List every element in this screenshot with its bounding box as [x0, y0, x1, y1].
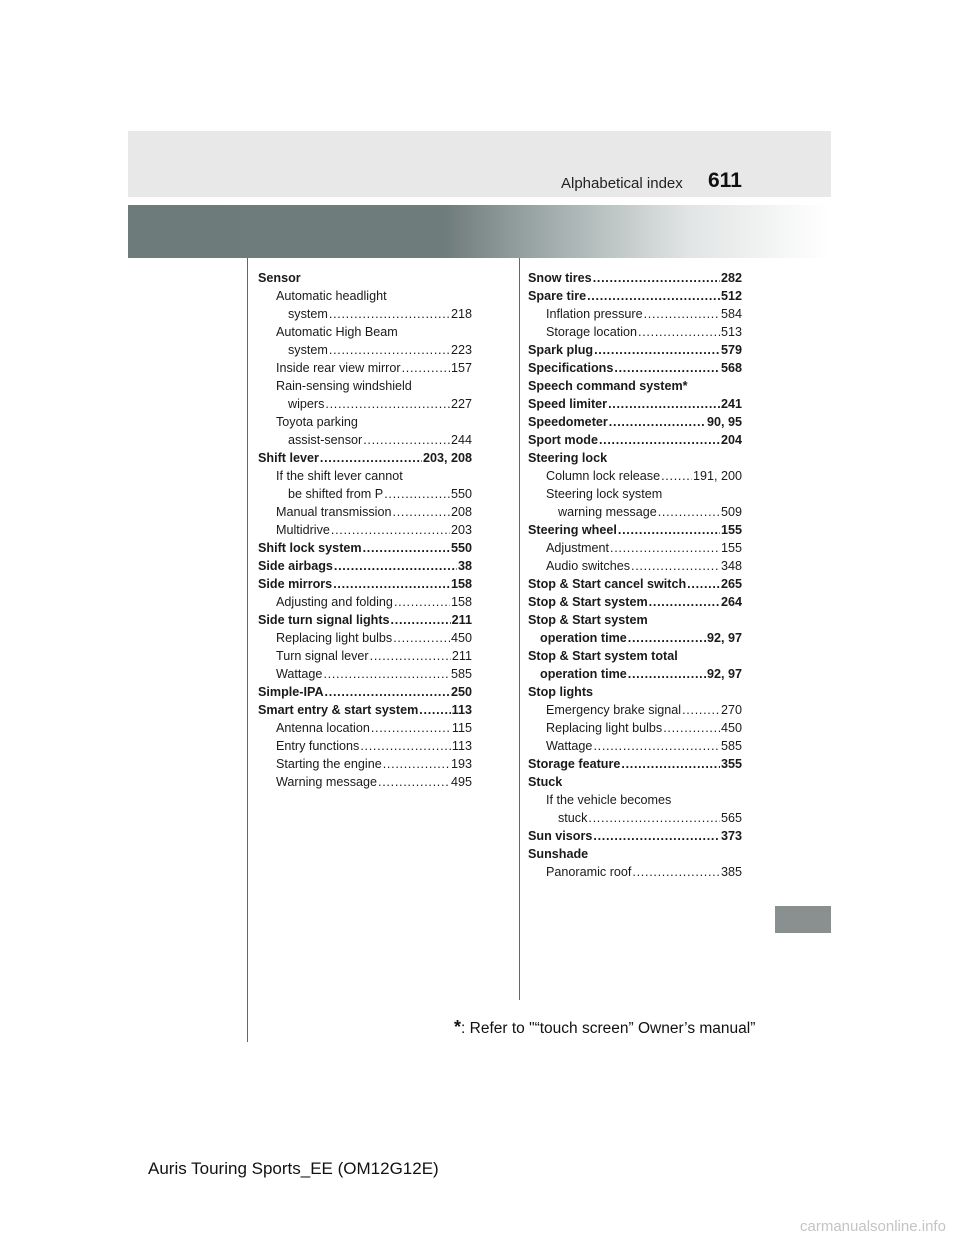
entry-label: be shifted from P: [288, 487, 384, 501]
index-entry: [528, 395, 742, 413]
index-entry: [258, 629, 472, 647]
footer-model-text: Auris Touring Sports_EE (OM12G12E): [148, 1159, 439, 1178]
index-entry: [258, 683, 472, 701]
entry-label: Wattage: [276, 667, 323, 681]
entry-label: operation time: [540, 667, 627, 681]
entry-page: 113: [451, 703, 472, 717]
leader-dots: [331, 521, 450, 539]
index-entry: [258, 647, 472, 665]
entry-page: 348: [720, 559, 742, 573]
index-entry: [528, 305, 742, 323]
leader-dots: [378, 773, 450, 791]
index-entry: [258, 305, 472, 323]
entry-page: 450: [450, 631, 472, 645]
entry-page: 585: [720, 739, 742, 753]
entry-label: Inside rear view mirror: [276, 361, 401, 375]
leader-dots: [394, 593, 450, 611]
leader-dots: [363, 431, 450, 449]
index-subheading: Steering lock system: [546, 487, 663, 501]
index-heading: Stop & Start system total: [528, 649, 678, 663]
entry-page: 509: [720, 505, 742, 519]
index-entry: [528, 629, 742, 647]
entry-page: 115: [451, 721, 472, 735]
leader-dots: [632, 863, 720, 881]
entry-label: Side mirrors: [258, 577, 333, 591]
section-title: Alphabetical index: [561, 175, 683, 192]
leader-dots: [649, 593, 720, 611]
index-entry: [528, 719, 742, 737]
leader-dots: [419, 701, 450, 719]
index-entry: [258, 485, 472, 503]
leader-dots: [621, 755, 720, 773]
entry-page: 585: [450, 667, 472, 681]
entry-page: 584: [720, 307, 742, 321]
leader-dots: [593, 737, 720, 755]
entry-page: 385: [720, 865, 742, 879]
index-entry: [528, 809, 742, 827]
leader-dots: [588, 809, 720, 827]
entry-page: 208: [450, 505, 472, 519]
entry-label: system: [288, 343, 328, 357]
index-entry: [258, 773, 472, 791]
leader-dots: [329, 305, 450, 323]
index-entry: [258, 359, 472, 377]
entry-label: Shift lever: [258, 451, 319, 465]
index-entry: [528, 521, 742, 539]
entry-label: Warning message: [276, 775, 378, 789]
index-subheading: Rain-sensing windshield: [276, 379, 412, 393]
entry-label: Storage feature: [528, 757, 621, 771]
index-heading: Sensor: [258, 271, 301, 285]
page-number: 611: [708, 169, 742, 192]
entry-label: Audio switches: [546, 559, 630, 573]
leader-dots: [593, 827, 720, 845]
leader-dots: [687, 575, 720, 593]
leader-dots: [391, 611, 451, 629]
leader-dots: [610, 539, 720, 557]
index-entry: [528, 359, 742, 377]
leader-dots: [631, 557, 720, 575]
index-heading: Stop lights: [528, 685, 594, 699]
leader-dots: [628, 629, 706, 647]
entry-label: system: [288, 307, 328, 321]
entry-label: Sun visors: [528, 829, 593, 843]
entry-page: 113: [451, 739, 472, 753]
leader-dots: [360, 737, 451, 755]
index-entry: [528, 665, 742, 683]
index-entry: [258, 539, 472, 557]
leader-dots: [599, 431, 720, 449]
index-entry: [258, 557, 472, 575]
entry-page: 92, 97: [706, 667, 742, 681]
leader-dots: [334, 557, 457, 575]
index-entry: [258, 701, 472, 719]
index-heading: Stuck: [528, 775, 563, 789]
leader-dots: [593, 269, 720, 287]
leader-dots: [614, 359, 720, 377]
leader-dots: [644, 305, 720, 323]
index-entry: [258, 719, 472, 737]
entry-page: 579: [720, 343, 742, 357]
entry-label: Steering wheel: [528, 523, 617, 537]
index-entry: [258, 575, 472, 593]
index-heading: Stop & Start system: [528, 613, 648, 627]
entry-page: 92, 97: [706, 631, 742, 645]
entry-label: Inflation pressure: [546, 307, 643, 321]
entry-page: 203, 208: [422, 451, 472, 465]
leader-dots: [587, 287, 720, 305]
index-entry: [528, 593, 742, 611]
index-entry: [258, 665, 472, 683]
entry-page: 550: [450, 487, 472, 501]
index-entry: [258, 593, 472, 611]
entry-label: Manual transmission: [276, 505, 392, 519]
entry-label: Antenna location: [276, 721, 370, 735]
entry-page: 282: [720, 271, 742, 285]
entry-page: 227: [450, 397, 472, 411]
entry-page: 450: [720, 721, 742, 735]
index-entry: [528, 575, 742, 593]
index-entry: [528, 323, 742, 341]
entry-label: Entry functions: [276, 739, 360, 753]
entry-label: Speedometer: [528, 415, 608, 429]
entry-label: Wattage: [546, 739, 593, 753]
header-gradient-bar: [128, 205, 831, 258]
entry-page: 565: [720, 811, 742, 825]
entry-label: Emergency brake signal: [546, 703, 682, 717]
leader-dots: [661, 467, 692, 485]
entry-page: 193: [450, 757, 472, 771]
leader-dots: [402, 359, 450, 377]
index-entry: [258, 611, 472, 629]
column-divider: [519, 258, 520, 1000]
entry-label: Spark plug: [528, 343, 594, 357]
entry-page: 223: [450, 343, 472, 357]
index-entry: [258, 755, 472, 773]
entry-page: 157: [450, 361, 472, 375]
entry-label: Adjusting and folding: [276, 595, 393, 609]
index-entry: [258, 521, 472, 539]
index-entry: [528, 557, 742, 575]
entry-page: 218: [450, 307, 472, 321]
entry-label: Sport mode: [528, 433, 598, 447]
index-entry: [258, 503, 472, 521]
entry-page: 204: [720, 433, 742, 447]
index-entry: [528, 755, 742, 773]
entry-page: 264: [720, 595, 742, 609]
leader-dots: [384, 485, 450, 503]
index-entry: [258, 449, 472, 467]
entry-page: 203: [450, 523, 472, 537]
leader-dots: [608, 395, 720, 413]
leader-dots: [658, 503, 720, 521]
index-entry: [528, 467, 742, 485]
entry-label: Side turn signal lights: [258, 613, 390, 627]
index-heading: Steering lock: [528, 451, 608, 465]
index-entry: [528, 863, 742, 881]
footnote-marker: *: [454, 1017, 462, 1037]
index-entry: [258, 341, 472, 359]
leader-dots: [393, 629, 450, 647]
entry-label: warning message: [558, 505, 657, 519]
index-subheading: Automatic High Beam: [276, 325, 398, 339]
leader-dots: [638, 323, 720, 341]
index-entry: [258, 737, 472, 755]
entry-page: 355: [720, 757, 742, 771]
entry-page: 550: [450, 541, 472, 555]
leader-dots: [682, 701, 720, 719]
entry-label: Replacing light bulbs: [546, 721, 663, 735]
entry-page: 512: [720, 289, 742, 303]
entry-page: 191, 200: [692, 469, 742, 483]
index-entry: [528, 413, 742, 431]
index-entry: [528, 503, 742, 521]
left-divider: [247, 258, 248, 1042]
leader-dots: [370, 647, 451, 665]
index-subheading: If the vehicle becomes: [546, 793, 672, 807]
leader-dots: [628, 665, 706, 683]
entry-page: 513: [720, 325, 742, 339]
index-entry: [528, 269, 742, 287]
entry-page: 211: [451, 649, 472, 663]
entry-page: 90, 95: [706, 415, 742, 429]
index-heading: Sunshade: [528, 847, 589, 861]
entry-label: Starting the engine: [276, 757, 382, 771]
entry-page: 270: [720, 703, 742, 717]
entry-label: Spare tire: [528, 289, 587, 303]
entry-label: Simple-IPA: [258, 685, 324, 699]
entry-page: 244: [450, 433, 472, 447]
entry-label: wipers: [288, 397, 325, 411]
right-index-column: [528, 269, 742, 881]
index-entry: [528, 431, 742, 449]
leader-dots: [325, 683, 450, 701]
entry-label: Smart entry & start system: [258, 703, 419, 717]
entry-page: 158: [450, 577, 472, 591]
index-entry: [528, 701, 742, 719]
entry-label: Stop & Start cancel switch: [528, 577, 687, 591]
entry-page: 158: [450, 595, 472, 609]
leader-dots: [320, 449, 422, 467]
entry-page: 250: [450, 685, 472, 699]
leader-dots: [383, 755, 450, 773]
index-entry: [528, 827, 742, 845]
leader-dots: [393, 503, 450, 521]
entry-label: Specifications: [528, 361, 614, 375]
index-entry: [258, 431, 472, 449]
leader-dots: [594, 341, 720, 359]
entry-label: assist-sensor: [288, 433, 363, 447]
entry-label: stuck: [558, 811, 588, 825]
entry-page: 495: [450, 775, 472, 789]
entry-label: Panoramic roof: [546, 865, 632, 879]
footnote: [454, 1017, 755, 1038]
entry-label: Storage location: [546, 325, 638, 339]
entry-page: 155: [720, 523, 742, 537]
left-index-column: [258, 269, 472, 791]
leader-dots: [323, 665, 450, 683]
entry-label: Side airbags: [258, 559, 333, 573]
index-subheading: Automatic headlight: [276, 289, 387, 303]
entry-page: 373: [720, 829, 742, 843]
index-entry: [528, 287, 742, 305]
entry-label: Snow tires: [528, 271, 592, 285]
index-subheading: If the shift lever cannot: [276, 469, 403, 483]
entry-label: operation time: [540, 631, 627, 645]
entry-page: 38: [457, 559, 472, 573]
leader-dots: [329, 341, 450, 359]
entry-label: Adjustment: [546, 541, 609, 555]
entry-page: 241: [720, 397, 742, 411]
entry-label: Column lock release: [546, 469, 661, 483]
leader-dots: [618, 521, 720, 539]
entry-label: Shift lock system: [258, 541, 362, 555]
index-entry: [258, 395, 472, 413]
entry-page: 265: [720, 577, 742, 591]
index-heading: Speech command system*: [528, 379, 688, 393]
entry-page: 568: [720, 361, 742, 375]
leader-dots: [371, 719, 451, 737]
index-subheading: Toyota parking: [276, 415, 358, 429]
watermark: carmanualsonline.info: [800, 1218, 946, 1235]
entry-label: Stop & Start system: [528, 595, 648, 609]
leader-dots: [363, 539, 450, 557]
entry-label: Replacing light bulbs: [276, 631, 393, 645]
leader-dots: [609, 413, 706, 431]
index-entry: [528, 539, 742, 557]
entry-label: Turn signal lever: [276, 649, 369, 663]
index-tab-marker: [775, 906, 831, 933]
entry-label: Multidrive: [276, 523, 330, 537]
index-entry: [528, 341, 742, 359]
index-entry: [528, 737, 742, 755]
entry-page: 211: [451, 613, 472, 627]
leader-dots: [663, 719, 720, 737]
leader-dots: [325, 395, 450, 413]
entry-page: 155: [720, 541, 742, 555]
entry-label: Speed limiter: [528, 397, 608, 411]
footnote-text: : Refer to "“touch screen” Owner’s manual”: [461, 1020, 756, 1037]
leader-dots: [333, 575, 450, 593]
